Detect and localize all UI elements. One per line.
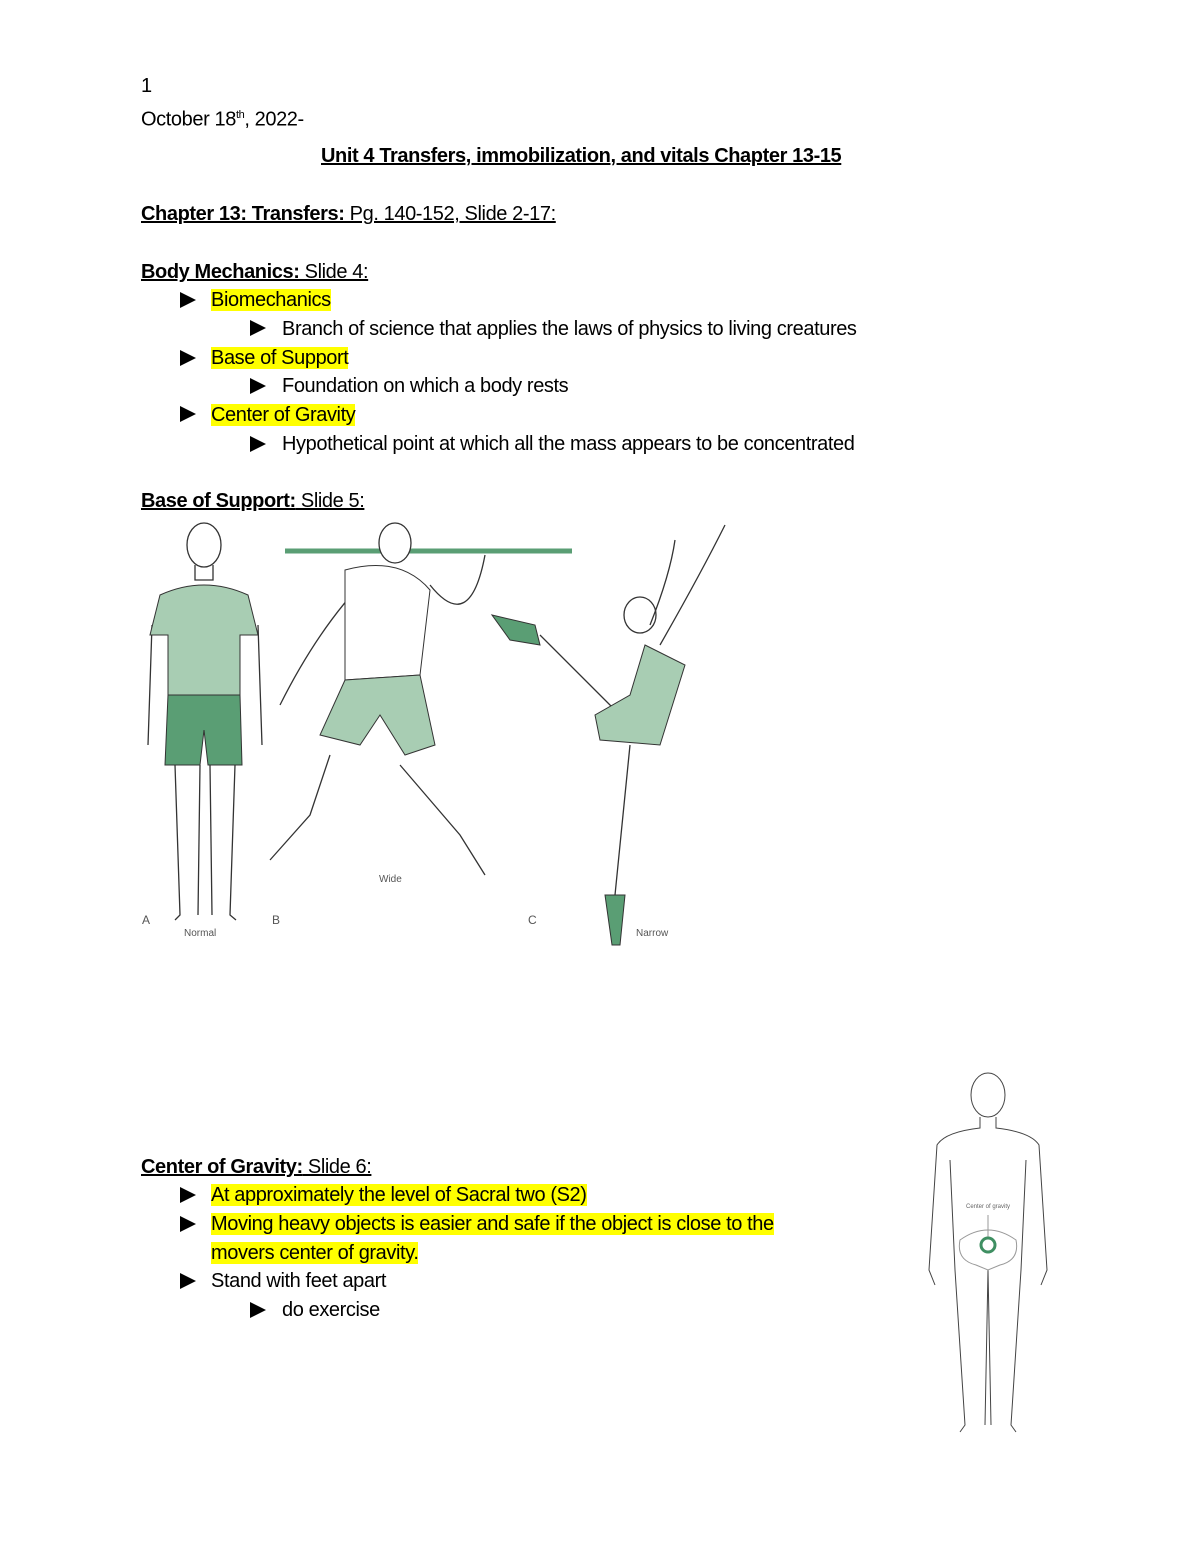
heading-bold: Base of Support: [141,490,296,512]
heading-bold: Center of Gravity: [141,1156,303,1178]
base-of-support-heading [141,489,364,513]
date-main: October 18 [141,108,236,131]
definition: Foundation on which a body rests [282,375,569,397]
bullet-arrow-icon [250,436,266,452]
term: Base of Support [211,347,349,369]
bullet-arrow-icon [180,1216,196,1232]
base-of-support-illustration [140,515,740,955]
figure-caption-narrow: Narrow [636,928,669,939]
bullet-arrow-icon [180,1187,196,1203]
heading-bold: Body Mechanics: [141,261,300,283]
list-item [211,403,355,427]
sub-list-item: do exercise [282,1299,380,1321]
highlighted-text: movers center of gravity. [211,1242,419,1264]
heading-rest: Slide 5: [295,490,365,512]
list-item [211,346,348,370]
center-of-gravity-body-illustration [925,1070,1055,1440]
body-mechanics-heading [141,260,368,284]
bullet-arrow-icon [180,406,196,422]
date-rest: , 2022- [244,108,304,131]
chapter-heading-rest: Pg. 140-152, Slide 2-17: [344,203,556,225]
figure-caption-normal: Normal [184,928,217,939]
center-of-gravity-label: Center of gravity [966,1204,1011,1210]
term: Center of Gravity [211,404,356,426]
bullet-arrow-icon [250,378,266,394]
list-item: Stand with feet apart [211,1270,387,1292]
date-sup: th [235,109,245,121]
list-item [211,288,331,312]
page-number: 1 [141,75,152,97]
chapter-heading [141,202,556,226]
figure-label-a: A [142,913,151,927]
list-item-continuation [211,1241,418,1265]
center-of-gravity-heading [141,1155,371,1179]
list-item [211,1212,774,1236]
figure-label-c: C [528,913,537,927]
bullet-arrow-icon [180,350,196,366]
date [141,103,304,132]
bullet-arrow-icon [180,1273,196,1289]
figure-caption-wide: Wide [379,874,402,885]
highlighted-text: Moving heavy objects is easier and safe if the object is close to the [211,1213,774,1235]
chapter-heading-bold: Chapter 13: Transfers: [141,203,345,225]
bullet-arrow-icon [250,1302,266,1318]
heading-rest: Slide 6: [302,1156,372,1178]
bullet-arrow-icon [180,292,196,308]
definition: Hypothetical point at which all the mass appears to be concentrated [282,433,855,455]
highlighted-text: At approximately the level of Sacral two (S2) [211,1184,587,1206]
bullet-arrow-icon [250,320,266,336]
definition: Branch of science that applies the laws of physics to living creatures [282,318,857,340]
figure-label-b: B [272,913,281,927]
heading-rest: Slide 4: [299,261,369,283]
term: Biomechanics [211,289,331,311]
document-title: Unit 4 Transfers, immobilization, and vitals Chapter 13-15 [321,145,842,167]
list-item [211,1183,587,1207]
